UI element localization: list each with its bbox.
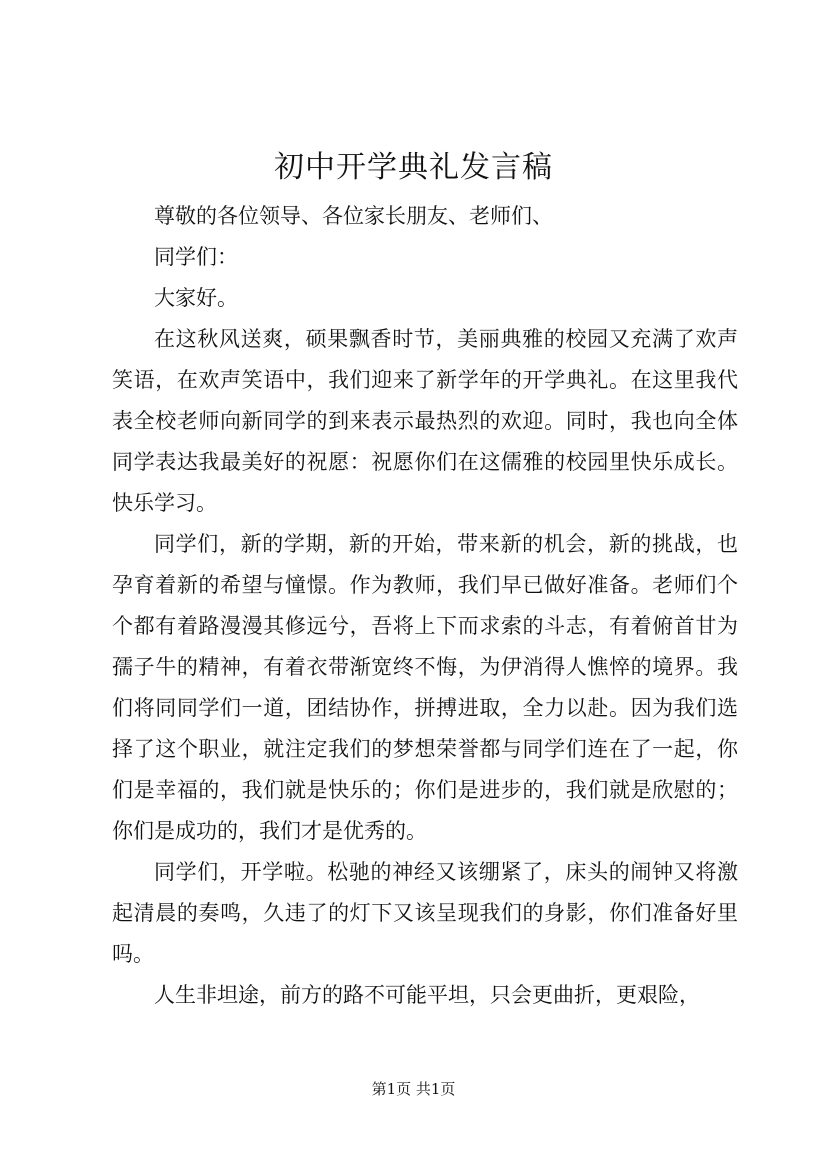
- document-title: 初中开学典礼发言稿: [274, 150, 553, 185]
- paragraph: 在这秋风送爽，硕果飘香时节，美丽典雅的校园又充满了欢声笑语，在欢声笑语中，我们迎来了新学年的开学典礼。在这里我代表全校老师向新同学的到来表示最热烈的欢迎。同时，我也向全体同学表达我最美好的祝愿：祝愿你们在这儒雅的校园里快乐成长。快乐学习。: [112, 327, 738, 515]
- paragraph: 人生非坦途，前方的路不可能平坦，只会更曲折，更艰险，: [154, 983, 700, 1007]
- document-body: [112, 196, 738, 1016]
- paragraph: 同学们，开学啦。松驰的神经又该绷紧了，床头的闹钟又将激起清晨的奏鸣，久违了的灯下又该呈现我们的身影，你们准备好里吗。: [112, 860, 738, 966]
- paragraph: 同学们，新的学期，新的开始，带来新的机会，新的挑战，也孕育着新的希望与憧憬。作为教师，我们早已做好准备。老师们个个都有着路漫漫其修远兮，吾将上下而求索的斗志，有着俯首甘为孺子牛的精神，有着衣带渐宽终不悔，为伊消得人憔悴的境界。我们将同同学们一道，团结协作，拼搏进取，全力以赴。因为我们选择了这个职业，就注定我们的梦想荣誉都与同学们连在了一起，你们是幸福的，我们就是快乐的；你们是进步的，我们就是欣慰的；你们是成功的，我们才是优秀的。: [112, 532, 738, 843]
- page-footer: 第1页 共1页: [371, 1080, 456, 1098]
- salutation-line-1: 尊敬的各位领导、各位家长朋友、老师们、: [154, 204, 553, 228]
- greeting: 大家好。: [154, 286, 238, 310]
- salutation-line-2: 同学们：: [154, 245, 238, 269]
